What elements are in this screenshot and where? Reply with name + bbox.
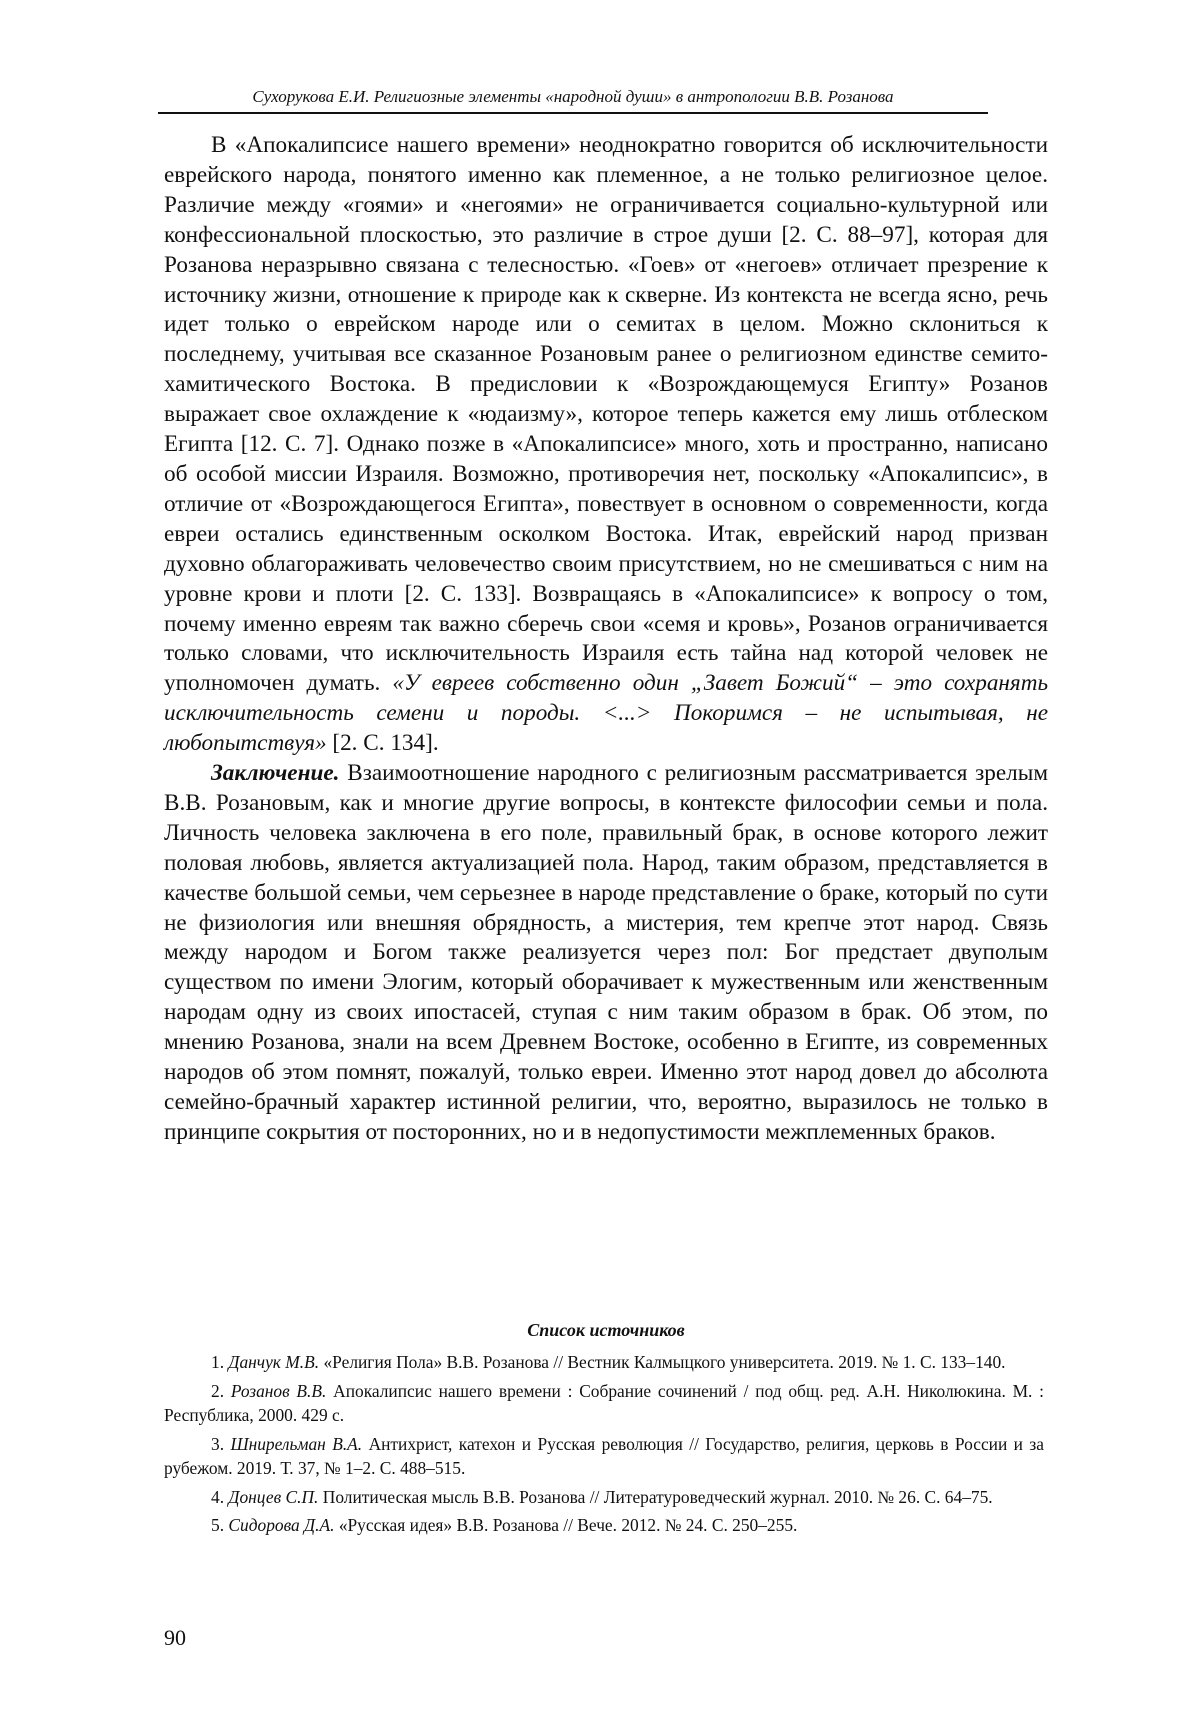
reference-number: 5. xyxy=(211,1515,225,1535)
reference-number: 4. xyxy=(211,1486,225,1507)
reference-number: 2. xyxy=(211,1380,225,1401)
reference-item xyxy=(164,1350,1044,1375)
reference-item xyxy=(164,1379,1044,1428)
reference-number: 1. xyxy=(211,1352,225,1372)
reference-author: Шнирельман В.А. xyxy=(230,1433,363,1454)
reference-author: Донцев С.П. xyxy=(228,1486,319,1507)
header-rule xyxy=(158,112,988,114)
running-head: Сухорукова Е.И. Религиозные элементы «народной души» в антропологии В.В. Розанова xyxy=(252,87,894,106)
reference-author: Розанов В.В. xyxy=(230,1380,327,1401)
paragraph-apocalypse xyxy=(164,131,1048,759)
reference-author: Данчук М.В. xyxy=(228,1352,320,1372)
references-title: Список источников xyxy=(527,1320,685,1340)
reference-text: Апокалипсис нашего времени : Собрание сочинений / под общ. ред. А.Н. Николюкина. М. : Республика, 2000. 429 с. xyxy=(164,1380,1044,1425)
references-list xyxy=(164,1350,1044,1542)
paragraph-conclusion xyxy=(164,759,1048,1148)
conclusion-label: Заключение. xyxy=(211,760,340,787)
page-number: 90 xyxy=(164,1625,186,1650)
quote-citation: [2. С. 134]. xyxy=(332,730,439,757)
paragraph-apocalypse-text: В «Апокалипсисе нашего времени» неоднократно говорится об исключительности еврейского народа, понятого именно как племенное, а не только религиозное целое. Различие между «гоями» и «негоями» не ограничивается социально-культурной или конфессиональной плоскостью, это различие в строе души [2. С. 88–97], которая для Розанова неразрывно связана с телесностью. «Гоев» от «негоев» отличает презрение к источнику жизни, отношение к природе как к скверне. Из контекста не всегда ясно, речь идет только о еврейском народе или о семитах в целом. Можно склониться к последнему, учитывая все сказанное Розановым ранее о религиозном единстве семито-хамитического Востока. В предисловии к «Возрождающемуся Египту» Розанов выражает свое охлаждение к «юдаизму», которое теперь кажется ему лишь отблеском Египта [12. С. 7]. Однако позже в «Апокалипсисе» много, хоть и пространно, написано об особой миссии Израиля. Возможно, противоречия нет, поскольку «Апокалипсис», в отличие от «Возрождающегося Египта», повествует в основном о современности, когда евреи остались единственным осколком Востока. Итак, еврейский народ призван духовно облагораживать человечество своим присутствием, но не смешиваться с ним на уровне крови и плоти [2. С. 133]. Возвращаясь в «Апокалипсисе» к вопросу о том, почему именно евреям так важно сберечь свои «семя и кровь», Розанов ограничивается только словами, что исключительность Израиля есть тайна над которой человек не уполномочен думать. xyxy=(164,132,1048,697)
reference-author: Сидорова Д.А. xyxy=(228,1515,335,1535)
article-body xyxy=(164,131,1048,1148)
rozanov-quote: «У евреев собственно один „Завет Божий“ – это сохранять исключительность семени и породы. <...> Покоримся – не испытывая, не любопытствуя» xyxy=(164,670,1048,757)
reference-text: Политическая мысль В.В. Розанова // Литературоведческий журнал. 2010. № 26. С. 64–75. xyxy=(322,1486,993,1507)
reference-text: «Русская идея» В.В. Розанова // Вече. 2012. № 24. С. 250–255. xyxy=(338,1515,798,1535)
reference-item xyxy=(164,1513,1044,1538)
reference-text: Антихрист, катехон и Русская революция // Государство, религия, церковь в России и за рубежом. 2019. Т. 37, № 1–2. С. 488–515. xyxy=(164,1433,1044,1478)
conclusion-text: Взаимоотношение народного с религиозным рассматривается зрелым В.В. Розановым, как и многие другие вопросы, в контексте философии семьи и пола. Личность человека заключена в его поле, правильный брак, в основе которого лежит половая любовь, является актуализацией пола. Народ, таким образом, представляется в качестве большой семьи, чем серьезнее в народе представление о браке, который по сути не физиология или внешняя обрядность, а мистерия, тем крепче этот народ. Связь между народом и Богом также реализуется через пол: Бог предстает двуполым существом по имени Элогим, который оборачивает к мужественным или женственным народам одну из своих ипостасей, ступая с ним таким образом в брак. Об этом, по мнению Розанова, знали на всем Древнем Востоке, особенно в Египте, из современных народов об этом помнят, пожалуй, только евреи. Именно этот народ довел до абсолюта семейно-брачный характер истинной религии, что, вероятно, выразилось не только в принципе сокрытия от посторонних, но и в недопустимости межплеменных браков. xyxy=(164,760,1049,1145)
reference-number: 3. xyxy=(211,1433,225,1454)
reference-item xyxy=(164,1485,1044,1510)
reference-item xyxy=(164,1432,1044,1481)
reference-text: «Религия Пола» В.В. Розанова // Вестник Калмыцкого университета. 2019. № 1. С. 133–140. xyxy=(323,1352,1006,1372)
